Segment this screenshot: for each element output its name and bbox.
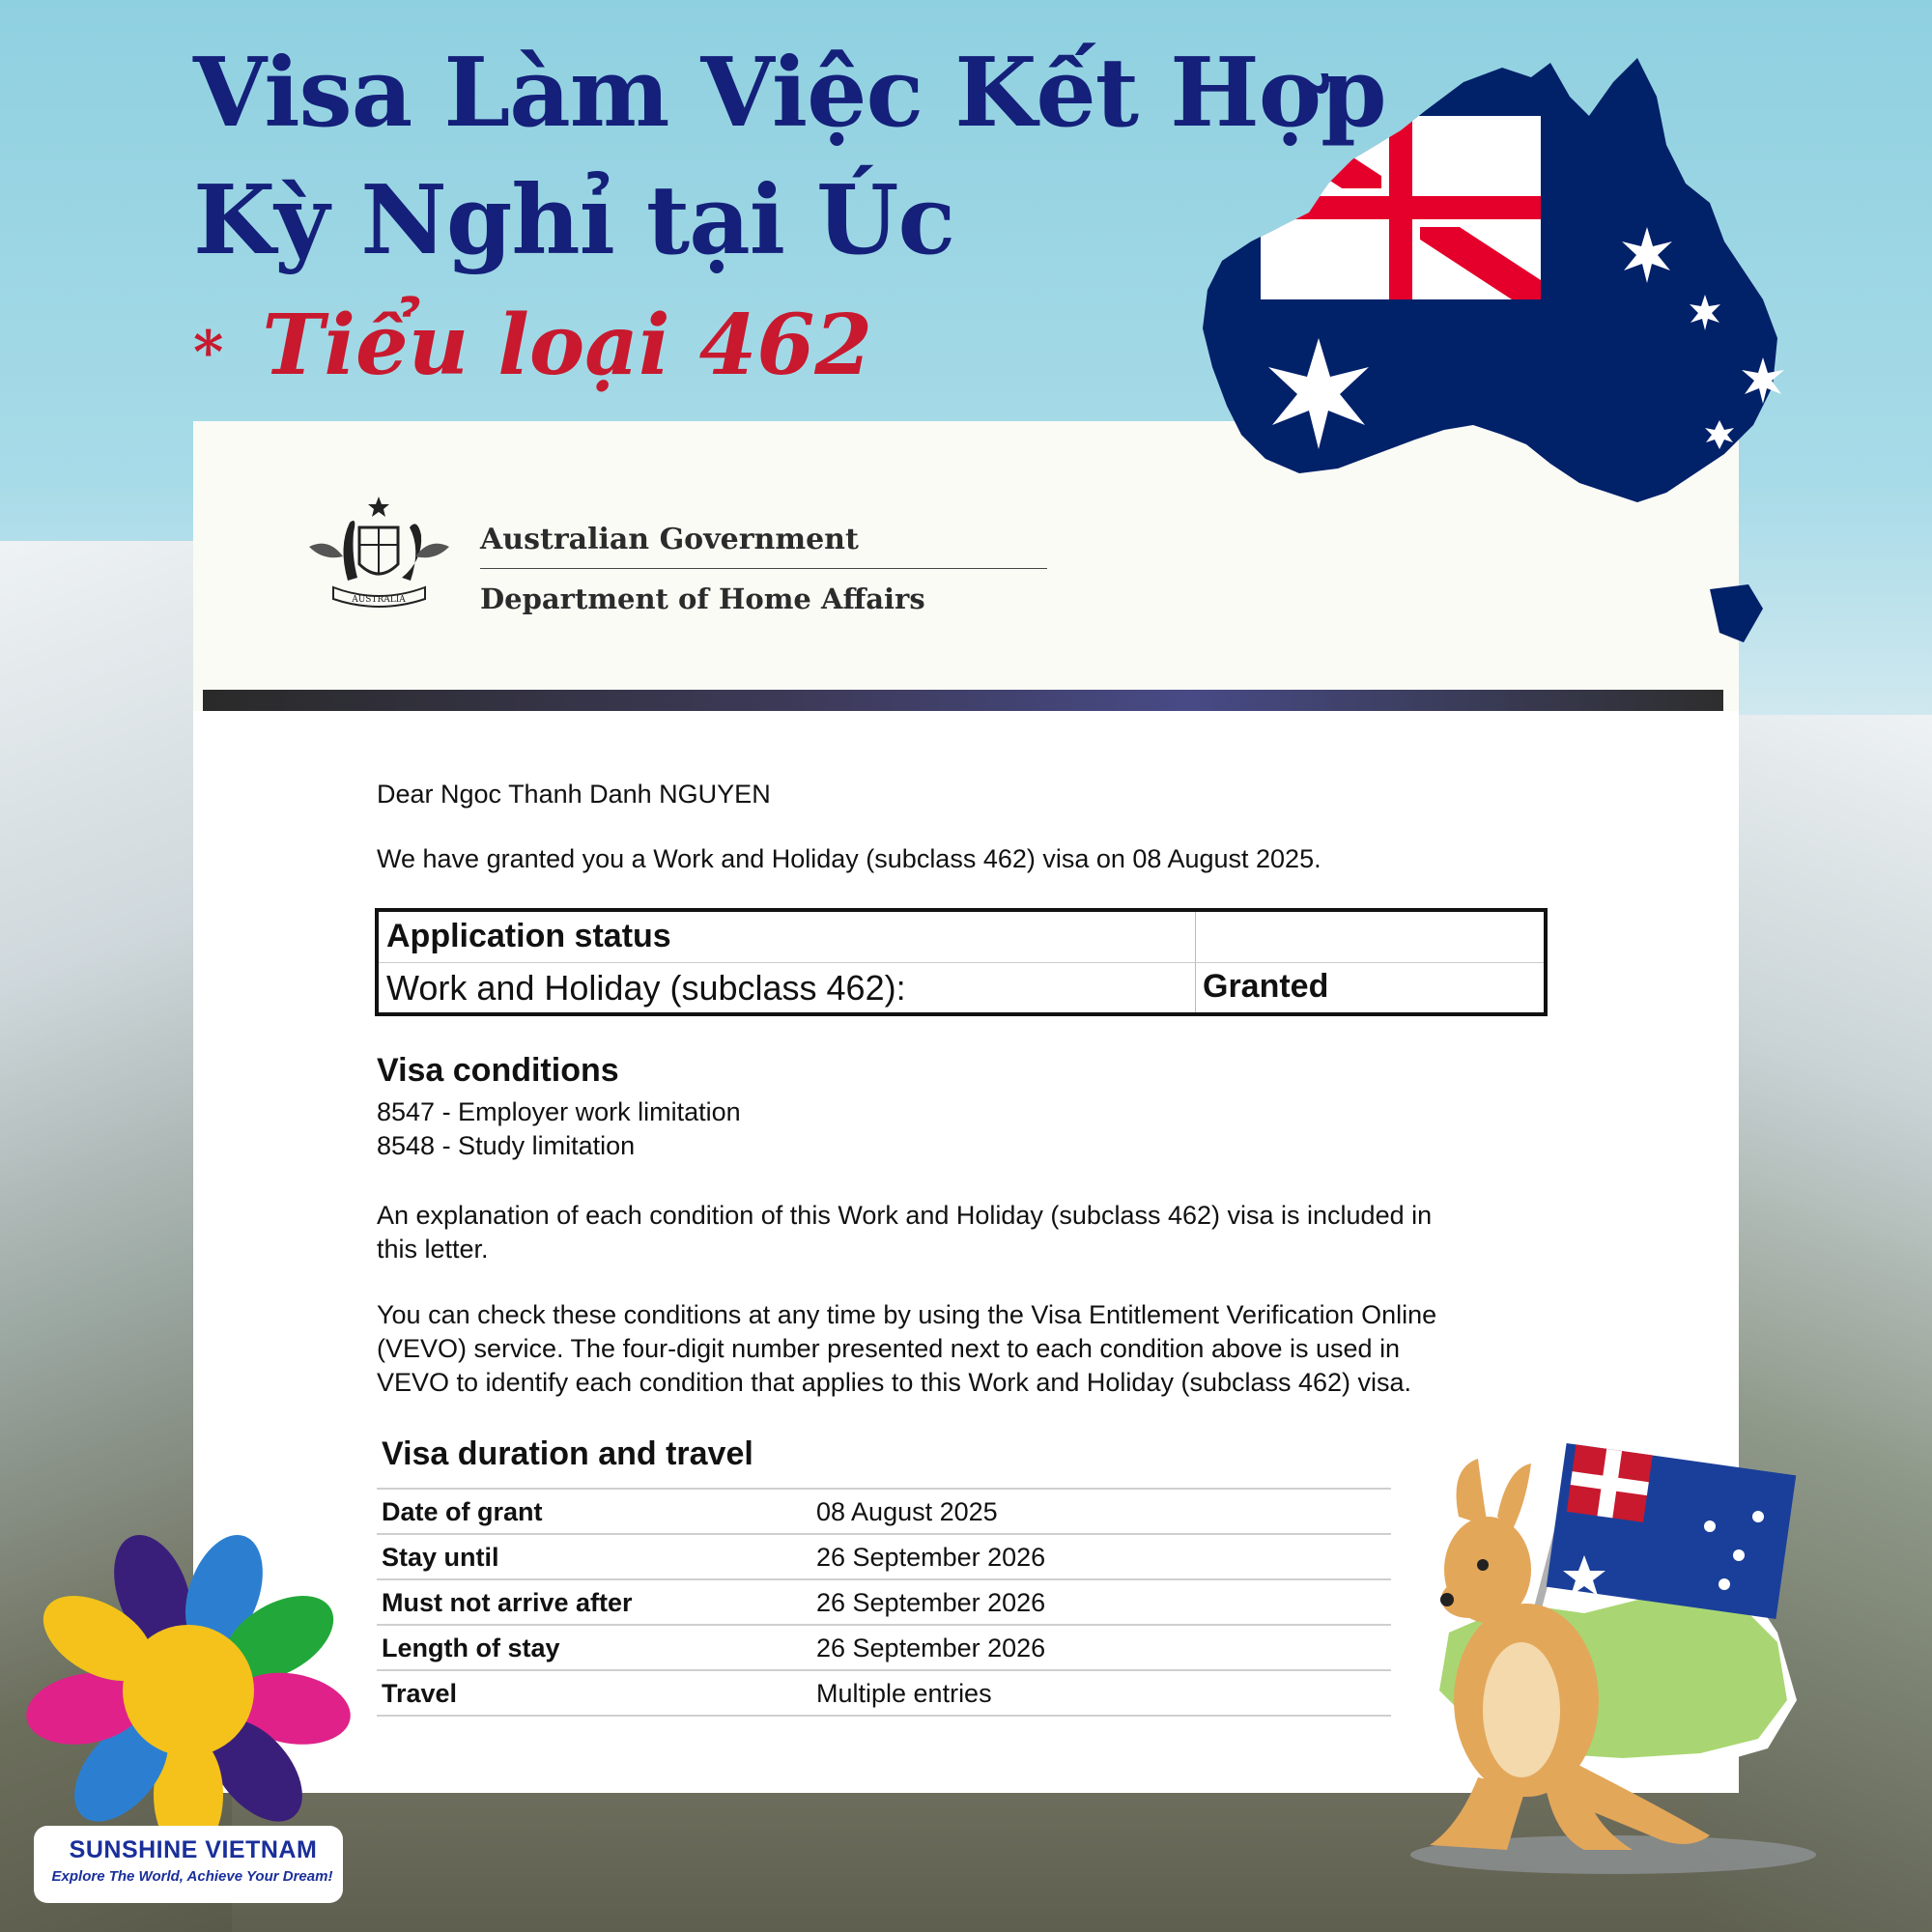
duration-value: 26 September 2026 [816, 1588, 1046, 1617]
duration-label: Length of stay [382, 1634, 560, 1662]
letterhead-band [203, 690, 1723, 711]
title-line-1: Visa Làm Việc Kết Hợp [193, 38, 1386, 149]
conditions-heading: Visa conditions [377, 1052, 619, 1089]
title-line-2: Kỳ Nghỉ tại Úc [193, 165, 955, 276]
sunshine-vietnam-logo [19, 1521, 357, 1927]
status-value: Granted [1203, 968, 1329, 1005]
grant-sentence: We have granted you a Work and Holiday (subclass 462) visa on 08 August 2025. [377, 844, 1321, 873]
letterhead-divider [480, 568, 1047, 569]
table-row [377, 1488, 1391, 1535]
status-heading: Application status [386, 918, 671, 954]
explanation-paragraph [377, 1199, 1565, 1266]
duration-value: 08 August 2025 [816, 1497, 998, 1526]
duration-label: Must not arrive after [382, 1588, 633, 1617]
department-name: Department of Home Affairs [480, 582, 925, 615]
vevo-line: (VEVO) service. The four-digit number presented next to each condition above is used in [377, 1334, 1401, 1363]
table-row [377, 1580, 1391, 1626]
duration-value: 26 September 2026 [816, 1543, 1046, 1572]
application-status-box [375, 908, 1548, 1016]
status-row-divider [379, 962, 1544, 963]
condition-item: 8548 - Study limitation [377, 1131, 636, 1160]
crest-scroll-text: AUSTRALIA [352, 595, 406, 605]
explanation-line: this letter. [377, 1235, 489, 1264]
table-row [377, 1626, 1391, 1671]
subtitle-text: Tiểu loại 462 [262, 297, 873, 394]
status-label: Work and Holiday (subclass 462): [386, 968, 906, 1008]
duration-table [377, 1488, 1391, 1717]
australia-flag-map-icon [1183, 39, 1879, 657]
vevo-line: You can check these conditions at any time by using the Visa Entitlement Verification Online [377, 1300, 1437, 1329]
brand-name: SUNSHINE VIETNAM [69, 1836, 318, 1863]
duration-label: Date of grant [382, 1497, 543, 1526]
vevo-line: VEVO to identify each condition that applies to this Work and Holiday (subclass 462) visa. [377, 1368, 1412, 1397]
table-row [377, 1671, 1391, 1717]
duration-heading: Visa duration and travel [382, 1435, 753, 1472]
greeting: Dear Ngoc Thanh Danh NGUYEN [377, 780, 771, 809]
duration-label: Stay until [382, 1543, 499, 1572]
duration-value: Multiple entries [816, 1679, 992, 1708]
coat-of-arms-icon [290, 489, 469, 614]
government-name: Australian Government [480, 523, 859, 556]
subtitle-bullet: * [193, 318, 224, 386]
vevo-paragraph [377, 1298, 1565, 1400]
duration-value: 26 September 2026 [816, 1634, 1046, 1662]
kangaroo-flag-icon [1391, 1410, 1835, 1874]
explanation-line: An explanation of each condition of this Work and Holiday (subclass 462) visa is included in [377, 1201, 1433, 1230]
duration-label: Travel [382, 1679, 458, 1708]
subtitle [193, 297, 873, 394]
brand-slogan: Explore The World, Achieve Your Dream! [51, 1868, 333, 1885]
table-row [377, 1535, 1391, 1580]
condition-item: 8547 - Employer work limitation [377, 1097, 741, 1126]
